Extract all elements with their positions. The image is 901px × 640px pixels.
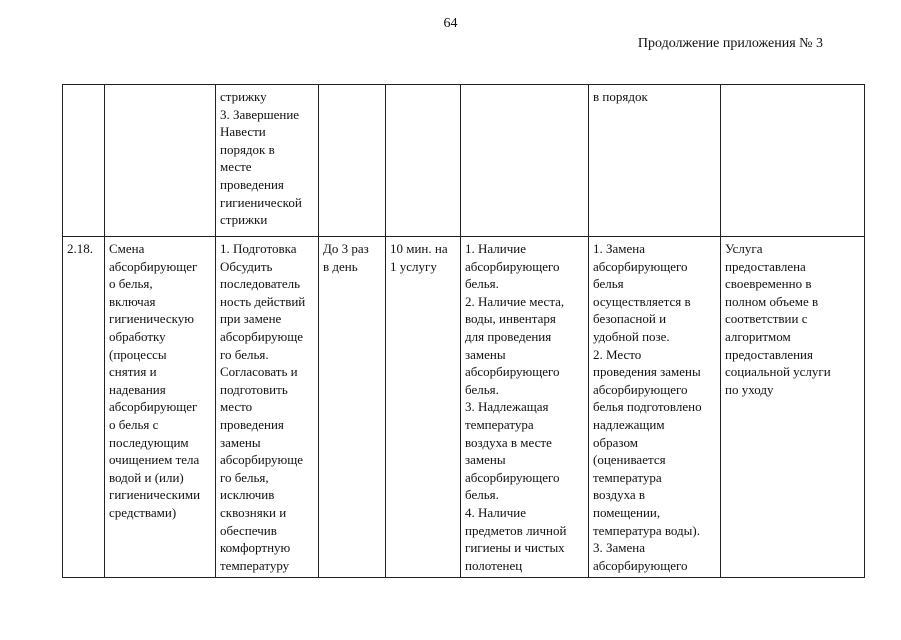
quality-criteria-cell: 1. Замена абсорбирующего белья осуществляется в безопасной и удобной позе. 2. Место проведения замены абсорбирующего белья подготовлено надлежащим образом (оценивается температура воздуха в помещении, температура воды). 3. Замена абсорбирующего — [589, 237, 721, 578]
table-cell — [461, 85, 589, 237]
procedure-cell: 1. Подготовка Обсудить последователь ность действий при замене абсорбирующе го белья. Согласовать и подготовить место проведения замены абсорбирующе го белья, исключив сквозняки и обеспечив комфортную температуру — [216, 237, 319, 578]
appendix-continuation-label: Продолжение приложения № 3 — [637, 36, 823, 51]
service-name-cell: Смена абсорбирующег о белья, включая гигиеническую обработку (процессы снятия и надевания абсорбирующег о белья с последующим очищением тела водой и (или) гигиеническими средствами) — [105, 237, 216, 578]
service-number-cell: 2.18. — [63, 237, 105, 578]
table-row — [63, 85, 865, 237]
table-cell — [105, 85, 216, 237]
table-cell: стрижку 3. Завершение Навести порядок в месте проведения гигиенической стрижки — [216, 85, 319, 237]
table-cell: в порядок — [589, 85, 721, 237]
result-cell: Услуга предоставлена своевременно в полном объеме в соответствии с алгоритмом предоставления социальной услуги по уходу — [721, 237, 865, 578]
service-standards-table — [62, 84, 865, 578]
page-number: 64 — [443, 16, 458, 31]
frequency-cell: До 3 раз в день — [319, 237, 386, 578]
table-cell — [319, 85, 386, 237]
conditions-cell: 1. Наличие абсорбирующего белья. 2. Наличие места, воды, инвентаря для проведения замены абсорбирующего белья. 3. Надлежащая температура воздуха в месте замены абсорбирующего белья. 4. Наличие предметов личной гигиены и чистых полотенец — [461, 237, 589, 578]
table-row — [63, 237, 865, 578]
table-cell — [721, 85, 865, 237]
table-cell — [386, 85, 461, 237]
table-cell — [63, 85, 105, 237]
duration-cell: 10 мин. на 1 услугу — [386, 237, 461, 578]
